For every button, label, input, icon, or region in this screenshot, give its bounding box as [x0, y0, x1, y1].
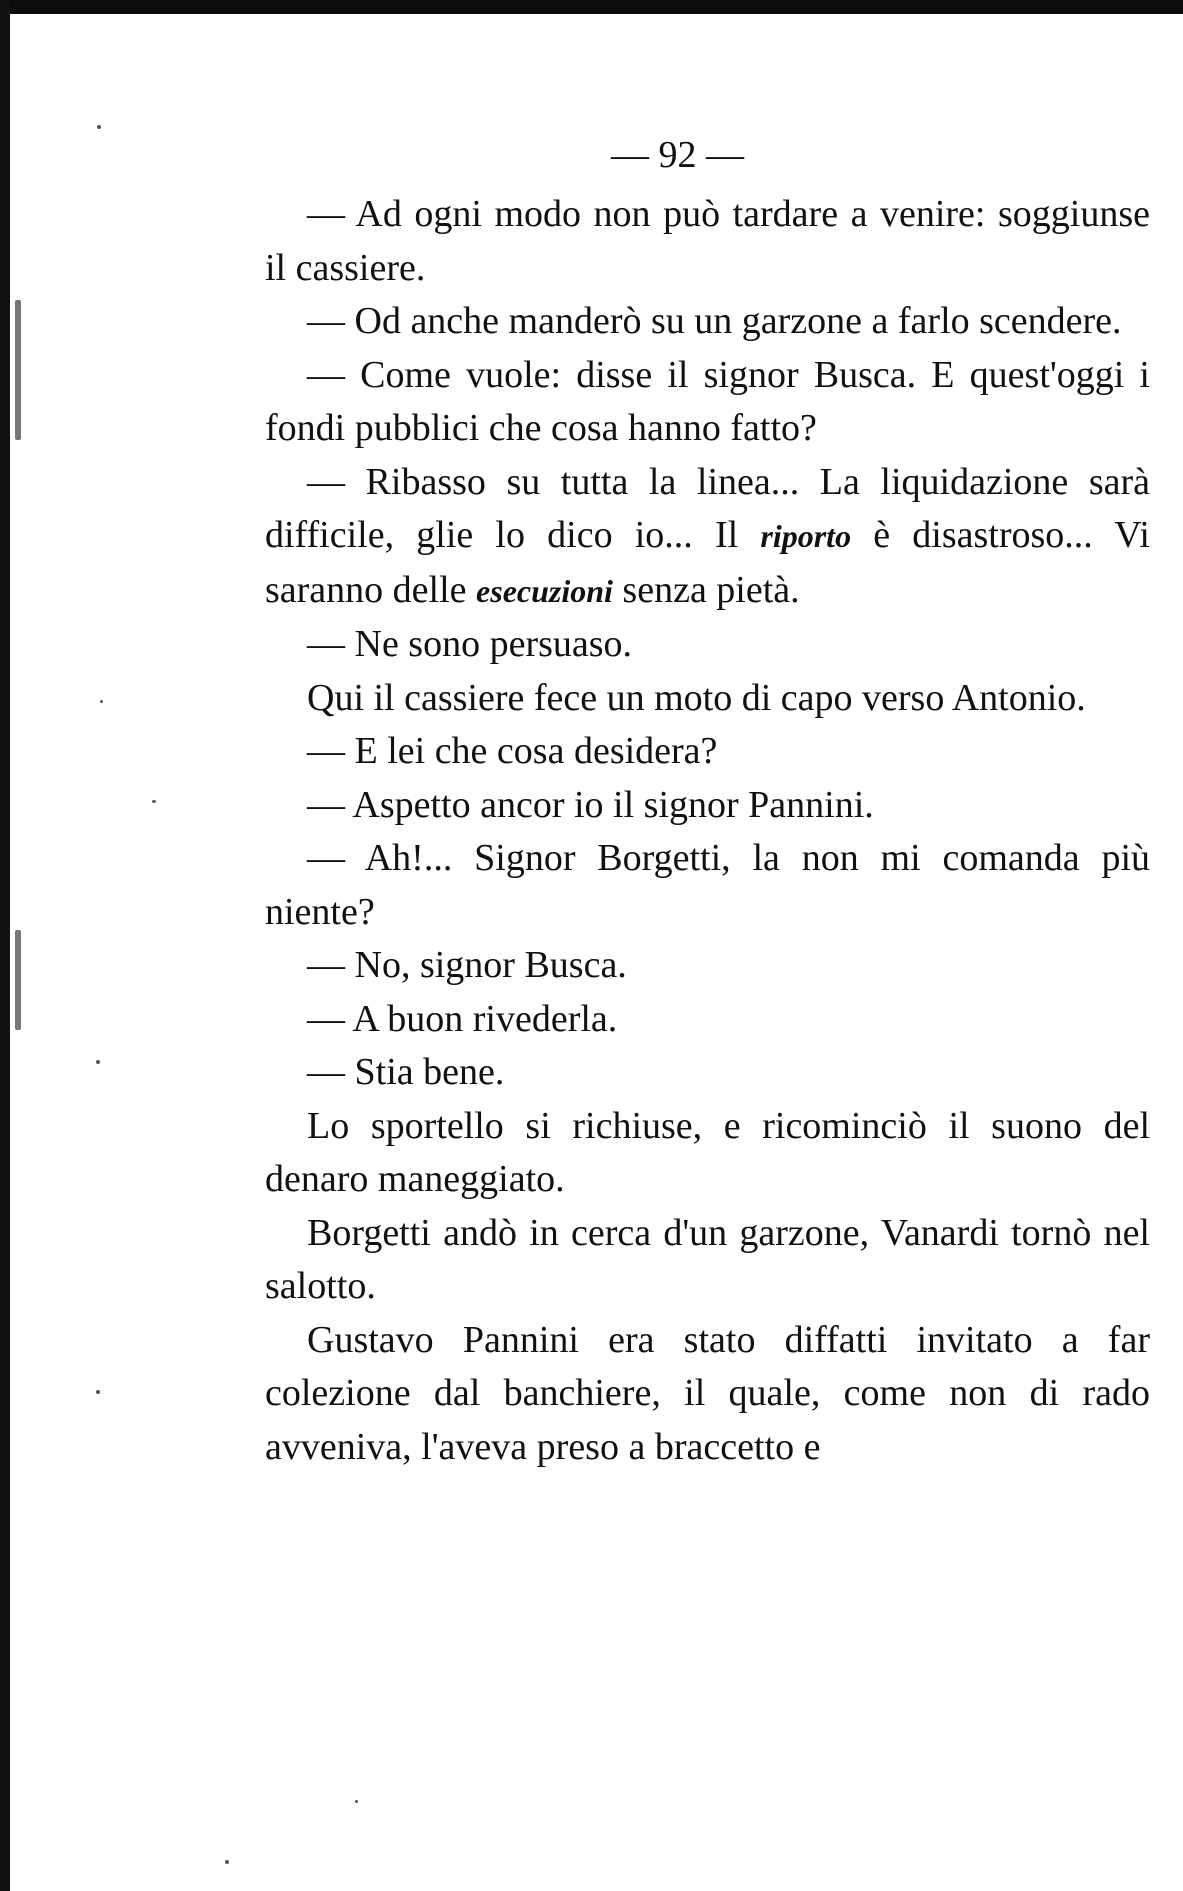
paragraph [265, 456, 1150, 619]
paragraph: — Ah!... Signor Borgetti, la non mi comanda più niente? [265, 837, 1150, 933]
scan-speck [225, 1860, 229, 1864]
paragraph: — Ad ogni modo non può tardare a venire: soggiunse il cassiere. [265, 193, 1150, 289]
paragraph: Borgetti andò in cerca d'un garzone, Vanardi tornò nel salotto. [265, 1211, 1150, 1307]
page-number: — 92 — [611, 134, 744, 176]
page-binding-edge [0, 0, 10, 1891]
paragraph: — Ne sono persuaso. [307, 623, 633, 665]
book-page [265, 130, 1150, 1474]
paragraph: Lo sportello si richiuse, e ricominciò il suono del denaro maneggiato. [265, 1104, 1150, 1200]
page-top-edge [0, 0, 1183, 14]
scan-speck [15, 930, 21, 1030]
emphasized-term: riporto [760, 518, 852, 554]
scan-speck [96, 1390, 100, 1394]
paragraph: — Aspetto ancor io il signor Pannini. [307, 783, 874, 826]
paragraph: — E lei che cosa desidera? [307, 730, 718, 772]
paragraph: Qui il cassiere fece un moto di capo verso Antonio. [307, 676, 1086, 719]
scan-speck [355, 1800, 358, 1803]
paragraph-text: senza pietà. [612, 568, 800, 611]
paragraph: — A buon rivederla. [307, 997, 618, 1040]
scan-speck [100, 700, 103, 703]
scan-speck [15, 300, 21, 440]
paragraph-text: — Ribasso su tutta la linea... La liquidazione sarà difficile, glie lo dico io... Il [265, 460, 1150, 556]
scan-speck [97, 125, 101, 129]
paragraph: — Come vuole: disse il signor Busca. E quest'oggi i fondi pubblici che cosa hanno fatto? [265, 353, 1150, 449]
page-text [265, 188, 1150, 1474]
emphasized-term: esecuzioni [476, 572, 613, 609]
paragraph: — Stia bene. [307, 1051, 505, 1093]
scan-speck [96, 1060, 100, 1064]
scan-speck [152, 800, 156, 803]
paragraph-text: è disastroso... Vi saranno delle [265, 514, 1150, 611]
paragraph: — Od anche manderò su un garzone a farlo scendere. [307, 300, 1122, 342]
paragraph: Gustavo Pannini era stato diffatti invitato a far colezione dal banchiere, il quale, come non di rado avveniva, l'aveva preso a braccetto e [265, 1318, 1150, 1468]
paragraph: — No, signor Busca. [307, 944, 627, 986]
